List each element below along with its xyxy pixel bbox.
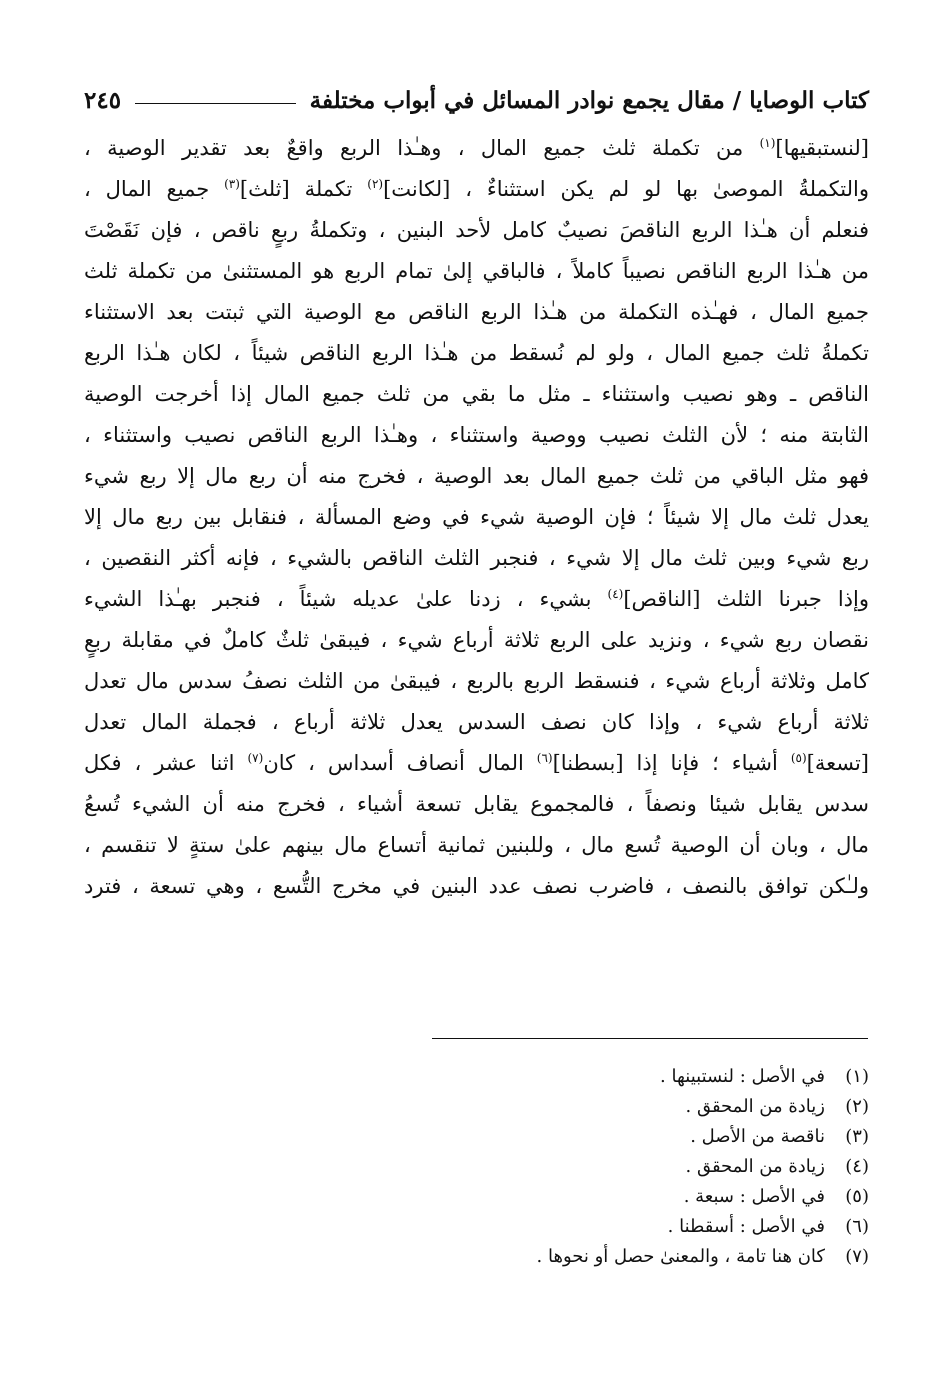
footnote-number: (٣) <box>845 1126 869 1147</box>
footnote-text: في الأصل : سبعة . <box>683 1186 825 1207</box>
text-segment: أشياء ؛ فإنا إذا [بسطنا] <box>552 751 791 775</box>
text-segment: كامل وثلاثة أرباع شيء ، فنسقط الربع بالربع ، فيبقىٰ من الثلث نصفُ سدس مال تعدل <box>84 669 869 693</box>
text-line <box>84 169 869 210</box>
text-line <box>84 251 869 292</box>
footnote <box>349 1182 869 1212</box>
text-line <box>84 374 869 415</box>
footnote <box>349 1212 869 1242</box>
text-segment: الناقص ـ وهو نصيب واستثناء ـ مثل ما بقي من ثلث جميع المال إذا أخرجت الوصية <box>84 382 869 406</box>
footnote-marker: (٢) <box>367 177 384 191</box>
text-segment: فهو مثل الباقي من ثلث جميع المال بعد الوصية ، فخرج منه أن ربع مال إلا ربع شيء <box>84 464 869 488</box>
header-title: كتاب الوصايا / مقال يجمع نوادر المسائل في أبواب مختلفة <box>309 86 869 114</box>
text-line <box>84 620 869 661</box>
footnote-number: (٧) <box>845 1246 869 1267</box>
footnote-number: (٤) <box>845 1156 869 1177</box>
footnote <box>349 1062 869 1092</box>
text-line <box>84 333 869 374</box>
text-segment: جميع المال ، فهـٰذه التكملة من هـٰذا الربع الناقص مع الوصية التي ثبتت بعد الاستثناء <box>84 300 869 324</box>
text-line <box>84 456 869 497</box>
text-line <box>84 579 869 620</box>
main-text <box>84 128 869 907</box>
text-segment: من تكملة ثلث جميع المال ، وهـٰذا الربع واقعٌ بعد تقدير الوصية ، <box>84 136 760 160</box>
footnote-text: ناقصة من الأصل . <box>690 1126 825 1147</box>
text-segment: ربع شيء وبين ثلث مال إلا شيء ، فنجبر الثلث الناقص بالشيء ، فإنه أكثر النقصين ، <box>84 546 869 570</box>
text-segment: [تسعة] <box>806 751 869 775</box>
text-line <box>84 702 869 743</box>
text-line <box>84 784 869 825</box>
text-line <box>84 210 869 251</box>
text-segment: والتكملةُ الموصىٰ بها لو لم يكن استثناءٌ ، [لكانت] <box>383 177 869 201</box>
text-segment: تكملةُ ثلث جميع المال ، ولو لم نُسقط من هـٰذا الربع الناقص شيئاً ، لكان هـٰذا الربع <box>84 341 869 365</box>
footnote <box>349 1242 869 1272</box>
text-segment: المال أنصاف أسداس ، كان <box>263 751 537 775</box>
text-line <box>84 538 869 579</box>
footnote-separator <box>432 1038 868 1039</box>
text-segment: [لنستبقيها] <box>775 136 869 160</box>
text-segment: سدس يقابل شيئا ونصفاً ، فالمجموع يقابل تسعة أشياء ، فخرج منه أن الشيء تُسعُ <box>84 792 869 816</box>
footnote-text: زيادة من المحقق . <box>685 1156 825 1177</box>
footnote-text: في الأصل : أسقطنا . <box>667 1216 825 1237</box>
footnote <box>349 1122 869 1152</box>
footnote <box>349 1092 869 1122</box>
footnote-text: زيادة من المحقق . <box>685 1096 825 1117</box>
footnote-marker: (٤) <box>607 587 624 601</box>
footnote <box>349 1152 869 1182</box>
text-line <box>84 128 869 169</box>
footnote-number: (٢) <box>845 1096 869 1117</box>
text-segment: يعدل ثلث مال إلا شيئاً ؛ فإن الوصية شيء في وضع المسألة ، فنقابل بين ربع مال إلا <box>84 505 869 529</box>
text-segment: ثلاثة أرباع شيء ، وإذا كان نصف السدس يعدل ثلاثة أرباع ، فجملة المال تعدل <box>84 710 869 734</box>
text-segment: فنعلم أن هـٰذا الربع الناقصَ نصيبٌ كامل لأحد البنين ، وتكملةُ ربعٍ ناقص ، فإن نَقَصْتَ <box>84 218 869 242</box>
footnote-marker: (٦) <box>536 751 553 765</box>
footnote-marker: (٣) <box>224 177 240 191</box>
footnotes <box>349 1062 869 1272</box>
text-segment: ولـٰكن توافق بالنصف ، فاضرب نصف عدد البنين في مخرج التُّسع ، وهي تسعة ، فترد <box>84 874 869 898</box>
text-segment: اثنا عشر ، فكل <box>84 751 248 775</box>
text-segment: بشيء ، زدنا علىٰ عديله شيئاً ، فنجبر بهـٰذا الشيء <box>84 587 608 611</box>
text-segment: نقصان ربع شيء ، ونزيد على الربع ثلاثة أرباع شيء ، فيبقىٰ ثلثٌ كاملٌ في مقابلة ربعٍ <box>84 628 869 652</box>
text-line <box>84 415 869 456</box>
text-segment: وإذا جبرنا الثلث [الناقص] <box>623 587 869 611</box>
footnote-text: في الأصل : لنستبينها . <box>660 1066 825 1087</box>
footnote-text: كان هنا تامة ، والمعنىٰ حصل أو نحوها . <box>536 1246 825 1267</box>
footnote-marker: (٧) <box>247 751 264 765</box>
text-line <box>84 866 869 907</box>
text-line <box>84 292 869 333</box>
text-segment: مال ، وبان أن الوصية تُسع مال ، وللبنين ثمانية أتساع مال بينهم علىٰ ستةٍ لا تنقسم ، <box>84 833 869 857</box>
text-segment: الثابتة منه ؛ لأن الثلث نصيب ووصية واستثناء ، وهـٰذا الربع الناقص نصيب واستثناء ، <box>84 423 869 447</box>
text-segment: تكملة [ثلث] <box>239 177 368 201</box>
footnote-marker: (١) <box>759 136 776 150</box>
text-segment: جميع المال ، <box>84 177 225 201</box>
text-line <box>84 743 869 784</box>
text-line <box>84 825 869 866</box>
footnote-number: (١) <box>845 1066 869 1087</box>
footnote-number: (٦) <box>845 1216 869 1237</box>
running-header <box>84 78 869 122</box>
footnote-number: (٥) <box>845 1186 869 1207</box>
text-line <box>84 661 869 702</box>
footnote-marker: (٥) <box>790 751 807 765</box>
header-rule <box>135 103 296 104</box>
page-number: ٢٤٥ <box>84 86 122 114</box>
text-line <box>84 497 869 538</box>
text-segment: من هـٰذا الربع الناقص نصيباً كاملاً ، فالباقي إلىٰ تمام الربع هو المستثنىٰ من تكملة ثلث <box>84 259 869 283</box>
